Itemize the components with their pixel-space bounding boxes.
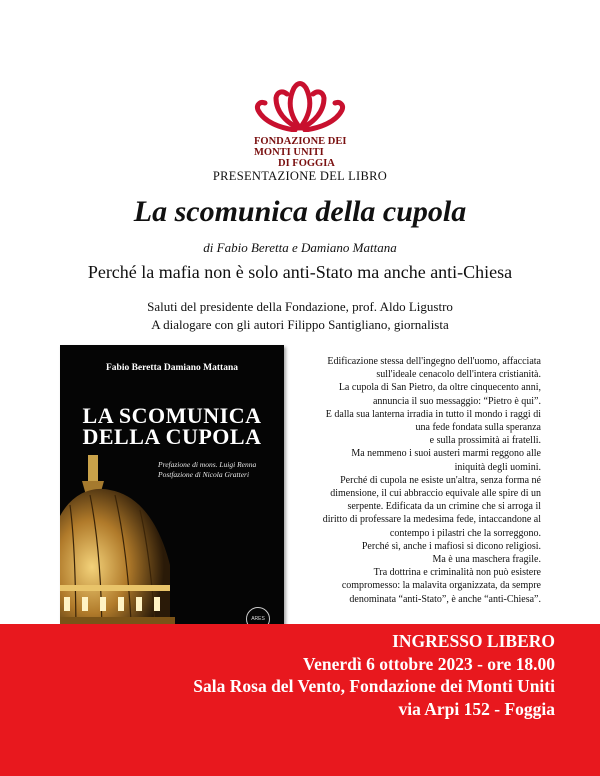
description-line: Ma nemmeno i suoi austeri marmi reggono alle xyxy=(351,448,541,460)
description-line: compromesso: la malavita organizzata, da sempre xyxy=(341,580,541,592)
book-title: La scomunica della cupola xyxy=(133,195,467,228)
event-venue: Sala Rosa del Vento, Fondazione dei Monti Uniti xyxy=(193,676,555,696)
publisher-logo: ARES xyxy=(246,607,270,631)
cover-title-line1: LA SCOMUNICA xyxy=(82,403,262,428)
cover-postface-line: Postfazione di Nicola Gratteri xyxy=(158,470,250,479)
cover-preface xyxy=(158,460,280,480)
speakers-line1: Saluti del presidente della Fondazione, prof. Aldo Ligustro xyxy=(147,299,453,314)
description-line: sull'ideale cenacolo dell'intera cristianità. xyxy=(376,369,541,381)
event-address: via Arpi 152 - Foggia xyxy=(398,698,555,719)
description-line: diritto di professare la medesima fede, intaccandone al xyxy=(322,514,541,526)
description-line: e sulla prossimità ai fratelli. xyxy=(429,435,541,447)
description-line: dimensione, il cui abbraccio equivale alle spire di un xyxy=(330,488,541,500)
cover-title xyxy=(60,405,284,447)
description-line: contempo i pilastri che la sorreggono. xyxy=(389,527,541,539)
description-line: Perché di cupola ne esiste un'altra, senza forma né xyxy=(340,474,541,486)
event-info xyxy=(193,630,555,720)
description-line: La cupola di San Pietro, da oltre cinquecento anni, xyxy=(338,382,541,394)
speakers xyxy=(0,298,600,334)
description-line: Tra dottrina e criminalità non può esistere xyxy=(373,567,541,579)
kicker: PRESENTAZIONE DEL LIBRO xyxy=(212,169,388,183)
description-line: serpente. Edificata da un crimine che si arroga il xyxy=(347,501,541,513)
book-description xyxy=(296,355,541,606)
cover-authors: Fabio Beretta Damiano Mattana xyxy=(105,363,239,373)
cover-title-line2: DELLA CUPOLA xyxy=(82,424,262,449)
description-line: Ma è una maschera fragile. xyxy=(432,554,541,566)
description-line: iniquità degli uomini. xyxy=(454,461,541,473)
organization-name xyxy=(254,136,384,169)
book-cover xyxy=(60,345,284,645)
description-line: una fede fondata sulla speranza xyxy=(415,422,541,434)
entry-info: INGRESSO LIBERO xyxy=(392,631,555,651)
description-line: Perché sì, anche i mafiosi si dicono religiosi. xyxy=(361,540,541,552)
book-authors: di Fabio Beretta e Damiano Mattana xyxy=(203,240,397,255)
organization-name-line1: FONDAZIONE DEI MONTI UNITI xyxy=(254,136,347,158)
cover-preface-line: Prefazione di mons. Luigi Renna xyxy=(158,460,257,469)
description-line: Edificazione stessa dell'ingegno dell'uomo, affacciata xyxy=(327,356,541,367)
description-line: annuncia il suo messaggio: “Pietro è qui”. xyxy=(372,395,541,407)
organization-name-line2: DI FOGGIA xyxy=(278,158,335,169)
description-line: E dalla sua lanterna irradia in tutto il mondo i raggi di xyxy=(325,408,541,420)
dome-illustration xyxy=(60,345,284,645)
speakers-line2: A dialogare con gli autori Filippo Santigliano, giornalista xyxy=(151,317,449,332)
book-subtitle: Perché la mafia non è solo anti-Stato ma anche anti-Chiesa xyxy=(87,262,513,282)
description-line: denominata “anti-Stato”, è anche “anti-Chiesa”. xyxy=(349,593,541,605)
event-date: Venerdì 6 ottobre 2023 - ore 18.00 xyxy=(303,653,555,674)
shell-fan-logo-icon xyxy=(250,78,350,132)
